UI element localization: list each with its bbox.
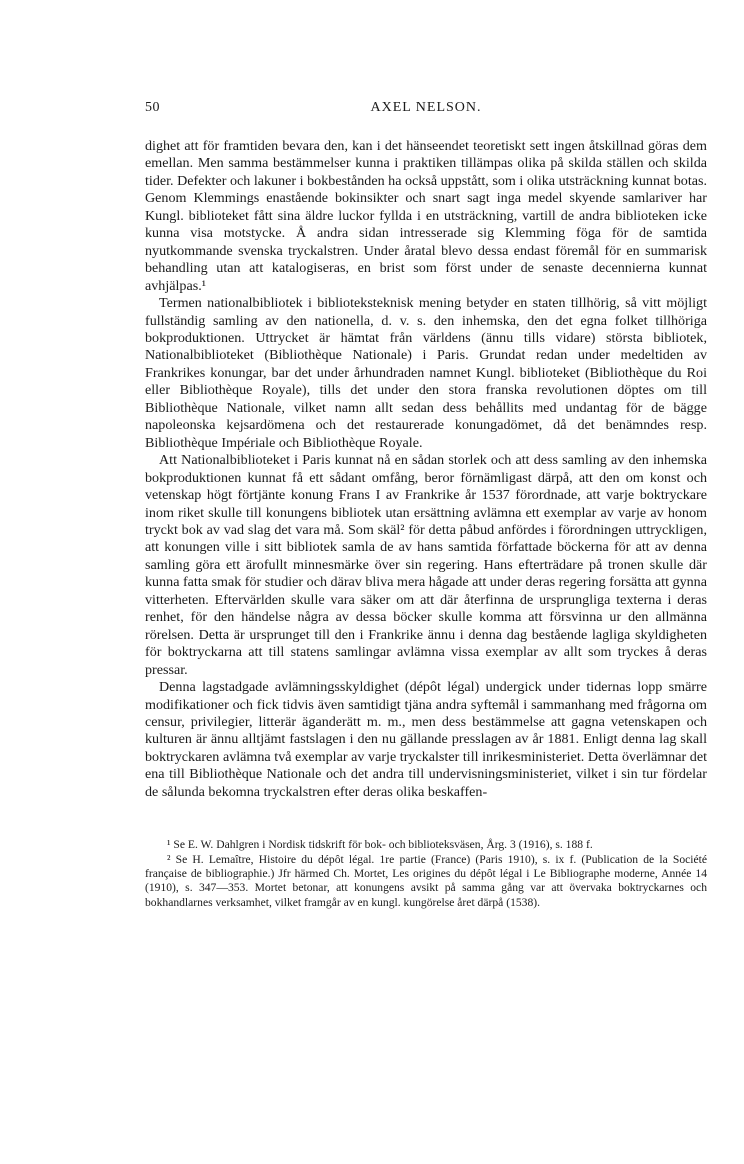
page-header [145,100,707,120]
book-page [145,100,707,910]
footnotes [145,838,707,910]
page-number: 50 [145,100,160,115]
paragraph: dighet att för framtiden bevara den, kan i det hänseendet teoretiskt sett ingen åtskillnad göras dem emellan. Men samma bestämmelser kunna i praktiken tillämpas olika på skilda ställen och skilda tider. Defekter och lakuner i bokbestånden ha också uppstått, som i olika utsträckning kunnat botas. Genom Klemmings enastående bokinsikter och snart sagt inga medel skyende samlariver har Kungl. biblioteket fått sina äldre luckor fyllda i en utsträckning, vartill de andra biblioteken icke kunna visa motstycke. Å andra sidan intresserade sig Klemming föga för de samtida nyutkommande svenska tryckalstren. Under åratal blevo dessa endast föremål för en summarisk behandling utan att katalogiseras, en brist som först under de senaste decennierna kunnat avhjälpas.¹ [145,138,707,294]
paragraph: Att Nationalbiblioteket i Paris kunnat nå en sådan storlek och att dess samling av den inhemska bokproduktionen kunnat få ett sådant omfång, beror förnämligast därpå, att den om konst och vetenskap högt förtjänte konung Frans I av Frankrike år 1537 förordnade, att varje boktryckare inom riket skulle till konungens bibliotek utan ersättning avlämna ett exemplar av varje av honom tryckt bok av vad slag det vara må. Som skäl² för detta påbud anfördes i förordningen uttryckligen, att konungen ville i sitt bibliotek samla de av hans samtida författade böckerna för att av denna samling göra ett ärofullt minnesmärke över sin regering. Hans efterträdare på tronen skulle där kunna fatta smak för studier och därav bliva mera hågade att under deras regering forsätta att gynna vitterheten. Eftervärlden skulle vara säker om att där återfinna de ursprungliga texterna i deras renhet, för den händelse några av dessa böcker skulle komma att försvinna ur den allmänna rörelsen. Detta är ursprunget till den i Frankrike ännu i denna dag bestående lagliga skyldigheten för boktryckarna att till statens samlingar avlämna vissa exemplar av allt som tryckes å deras pressar. [145,452,707,678]
footnote: ¹ Se E. W. Dahlgren i Nordisk tidskrift för bok- och biblioteksväsen, Årg. 3 (1916), s. 188 f. [167,838,593,852]
footnote: ² Se H. Lemaître, Histoire du dépôt légal. 1re partie (France) (Paris 1910), s. ix f. (Publication de la Société française de bibliographie.) Jfr härmed Ch. Mortet, Les origines du dépôt légal i Le Bibliographe moderne, Année 14 (1910), s. 347—353. Mortet betonar, att konungens avsikt på samma gång var att övervaka boktryckarnes och bokhandlarnes verksamhet, vilket framgår av en kungl. kungörelse året därpå (1538). [145,852,707,909]
body-text [145,138,707,801]
running-title: AXEL NELSON. [370,100,482,115]
paragraph: Denna lagstadgade avlämningsskyldighet (dépôt légal) undergick under tidernas lopp smärre modifikationer och fick tidvis även samtidigt tjäna andra syftemål i sammanhang med frågorna om censur, privilegier, litterär äganderätt m. m., men dess bestämmelse att gagna vetenskapen och kulturen är ännu alltjämt fastslagen i den nu gällande presslagen av år 1881. Enligt denna lag skall boktryckaren avlämna två exemplar av varje tryckalster till inrikesministeriet. Detta överlämnar det ena till Bibliothèque Nationale och det andra till undervisningsministeriet, vilket i sin tur fördelar de sålunda bekomna tryckalstren efter deras olika beskaffen- [145,679,707,800]
paragraph: Termen nationalbibliotek i biblioteksteknisk mening betyder en staten tillhörig, så vitt möjligt fullständig samling av den nationella, d. v. s. den inhemska, den det egna folket tillhöriga bokproduktionen. Uttrycket är hämtat från världens (ännu tills vidare) största bibliotek, Nationalbiblioteket (Bibliothèque Nationale) i Paris. Grundat redan under medeltiden av Frankrikes konungar, bar det under århundraden namnet Kungl. biblioteket (Bibliothèque du Roi eller Bibliothèque Royale), tills det under den stora franska revolutionen döptes om till Bibliothèque Nationale, vilket namn allt sedan dess behållits med undantag för de bägge napoleonska kejsardömena och det restaurerade konungadömet, då det benämndes resp. Bibliothèque Impériale och Bibliothèque Royale. [145,295,707,451]
